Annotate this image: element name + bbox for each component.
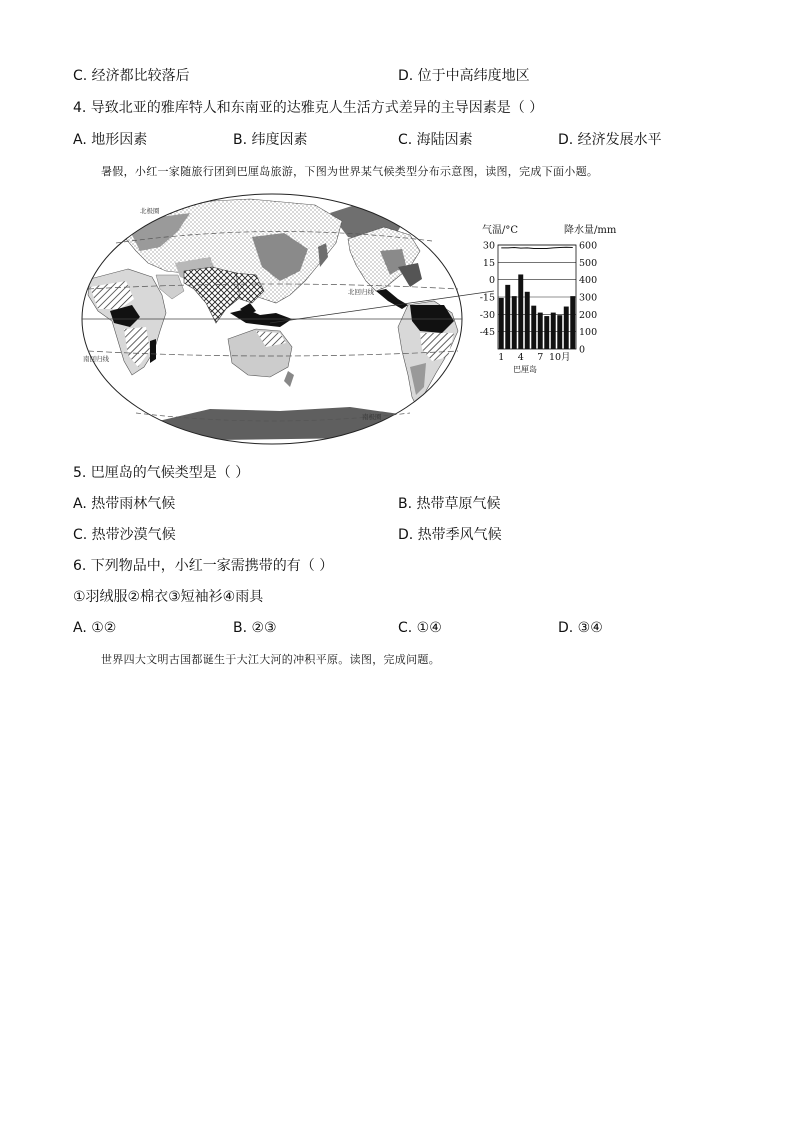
q3-option-d: D. 位于中高纬度地区 [398,68,530,84]
precipitation-bar [499,298,504,349]
q3-option-c: C. 经济都比较落后 [73,68,190,84]
precipitation-bar [505,285,510,349]
q6-option-d: D. ③④ [558,620,603,636]
q5-option-a: A. 热带雨林气候 [73,496,176,512]
precipitation-bar [570,296,575,349]
q6-option-a: A. ①② [73,620,117,636]
q4-stem: 4. 导致北亚的雅库特人和东南亚的达雅克人生活方式差异的主导因素是（ ） [73,100,544,116]
y-right-tick-label: 400 [579,275,598,287]
y-left-tick-label: 0 [488,275,495,287]
x-tick-label: 10月 [548,352,571,363]
x-tick-label: 7 [537,352,544,363]
y-left-tick-label: -30 [479,309,495,321]
chart-caption: 巴厘岛 [513,365,537,374]
y-right-tick-label: 300 [579,292,598,304]
climate-chart [480,223,617,374]
q4-option-a: A. 地形因素 [73,132,148,148]
climate-figure [80,191,617,447]
precipitation-bar [538,313,543,349]
arctic-circle-label: 北极圈 [140,207,160,215]
y-right-tick-label: 600 [579,240,598,252]
q6-stem: 6. 下列物品中，小红一家需携带的有（ ） [73,558,334,574]
q5-option-b: B. 热带草原气候 [398,496,501,512]
intro-paragraph-2: 世界四大文明古国都诞生于大江大河的冲积平原。读图，完成问题。 [101,653,440,666]
q6-items: ①羽绒服②棉衣③短袖衫④雨具 [73,589,264,605]
q5-option-c: C. 热带沙漠气候 [73,527,176,543]
precipitation-bar [525,292,530,349]
precipitation-bar [564,307,569,349]
q4-option-b: B. 纬度因素 [233,132,308,148]
q4-option-d: D. 经济发展水平 [558,132,662,148]
q4-option-c: C. 海陆因素 [398,132,473,148]
x-tick-label: 1 [498,352,505,363]
y-left-tick-label: 30 [482,240,495,252]
y-left-tick-label: -15 [479,292,495,304]
tropic-south-label: 南回归线 [83,355,109,363]
precipitation-bar [557,315,562,349]
y-right-tick-label: 0 [579,344,586,356]
intro-paragraph-1: 暑假，小红一家随旅行团到巴厘岛旅游，下图为世界某气候类型分布示意图，读图，完成下面小题。 [101,165,599,178]
y-left-tick-label: -45 [479,327,495,339]
y-left-tick-label: 15 [482,257,495,269]
precipitation-bar [518,274,523,349]
y-left-axis-label: 气温/°C [482,225,519,236]
q6-option-c: C. ①④ [398,620,442,636]
y-right-tick-label: 500 [579,257,598,269]
q5-option-d: D. 热带季风气候 [398,527,502,543]
y-right-tick-label: 200 [579,309,598,321]
q6-option-b: B. ②③ [233,620,277,636]
y-right-tick-label: 100 [579,327,598,339]
x-tick-label: 4 [517,352,524,363]
precipitation-bar [544,316,549,349]
precipitation-bar [512,296,517,349]
temperature-line [501,247,573,248]
precipitation-bar [531,306,536,349]
y-right-axis-label: 降水量/mm [564,225,617,236]
q5-stem: 5. 巴厘岛的气候类型是（ ） [73,465,250,481]
precipitation-bar [551,313,556,349]
antarctic-circle-label: 南极圈 [362,413,382,421]
tropic-north-label: 北回归线 [348,288,374,296]
